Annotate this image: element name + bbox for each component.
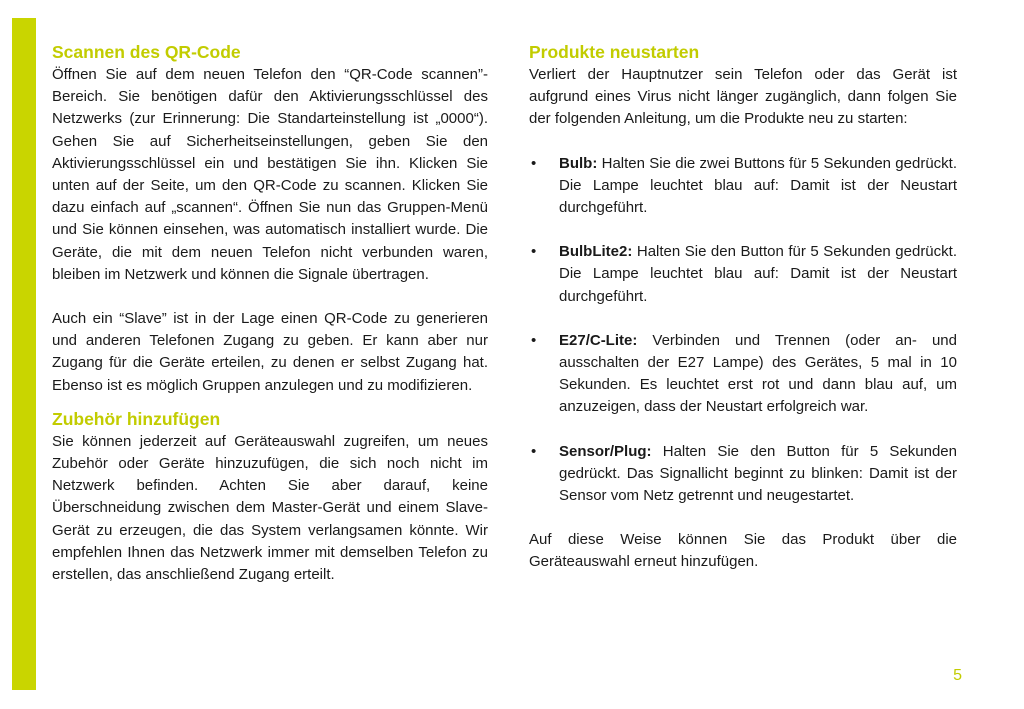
paragraph-scan-qr-2: Auch ein “Slave” ist in der Lage einen QR-Code zu generieren und anderen Telefonen Zugang zu geben. Er kann aber nur Zugang für die Geräte erteilen, zu denen er selbst Zugang hat. Ebenso ist es möglich Gruppen anzulegen und zu modifizieren. [52, 310, 488, 394]
list-item [529, 330, 957, 419]
accent-bar [12, 18, 36, 690]
list-item-text: Halten Sie den Button für 5 Sekunden gedrückt. Das Signallicht beginnt zu blinken: Damit ist der Sensor vom Netz getrennt und neugestartet. [559, 442, 957, 505]
list-item [529, 153, 957, 220]
paragraph-restart-intro: Verliert der Hauptnutzer sein Telefon oder das Gerät ist aufgrund eines Virus nicht länger zugänglich, dann folgen Sie der folgenden Anleitung, um die Produkte neu zu starten: [529, 66, 957, 128]
heading-restart-products: Produkte neustarten [529, 42, 700, 62]
heading-add-accessory: Zubehör hinzufügen [52, 408, 221, 429]
list-item-term: Bulb: [559, 154, 598, 172]
paragraph-add-accessory: Sie können jederzeit auf Geräteauswahl zugreifen, um neues Zubehör oder Geräte hinzuzufügen, die sich noch nicht im Netzwerk befinden. Achten Sie aber darauf, keine Überschneidung zwischen dem Master-Gerät und einem Slave-Gerät zu erzeugen, die das System verlangsamen könnte. Wir empfehlen Ihnen das Netzwerk immer mit demselben Telefon zu erstellen, das anschließend Zugang erteilt. [52, 432, 488, 584]
list-item-term: E27/C-Lite: [559, 331, 638, 349]
bullet-icon: • [531, 154, 537, 172]
list-item-text: Halten Sie die zwei Buttons für 5 Sekunden gedrückt. Die Lampe leuchtet blau auf: Damit ist der Neustart durchgeführt. [559, 154, 957, 217]
bullet-icon: • [531, 442, 537, 460]
list-item [529, 241, 957, 308]
list-item-term: BulbLite2: [559, 243, 633, 261]
list-item-text: Halten Sie den Button für 5 Sekunden gedrückt. Die Lampe leuchtet blau auf: Damit ist der Neustart durchgeführt. [559, 243, 957, 305]
bullet-icon: • [531, 243, 537, 261]
bullet-icon: • [531, 331, 537, 349]
list-item-text: Verbinden und Trennen (oder an- und ausschalten der E27 Lampe) des Gerätes, 5 mal in 10 Sekunden. Es leuchtet erst rot und dann blau auf, um anzuzeigen, dass der Neustart erfolgreich war. [559, 331, 957, 416]
restart-list [529, 153, 957, 508]
left-column [52, 40, 488, 586]
list-item [529, 441, 957, 508]
paragraph-restart-outro: Auf diese Weise können Sie das Produkt über die Geräteauswahl erneut hinzufügen. [529, 531, 957, 571]
page-number: 5 [953, 667, 962, 684]
right-column [529, 40, 957, 574]
heading-scan-qr: Scannen des QR-Code [52, 42, 241, 62]
paragraph-scan-qr-1: Öffnen Sie auf dem neuen Telefon den “QR-Code scannen”-Bereich. Sie benötigen dafür den Aktivierungsschlüssel des Netzwerks (zur Erinnerung: Die Standarteinstellung ist „0000“). Gehen Sie auf Sicherheitseinstellungen, geben Sie den Aktivierungsschlüssel ein und bestätigen Sie ihn. Klicken Sie unten auf der Seite, um den QR-Code zu scannen. Klicken Sie dazu einfach auf „scannen“. Öffnen Sie nun das Gruppen-Menü und Sie können einsehen, was automatisch installiert wurde. Die Geräte, die mit dem neuen Telefon nicht verbunden waren, bleiben im Netzwerk und können die Signale übertragen. [52, 66, 488, 283]
list-item-term: Sensor/Plug: [559, 442, 652, 460]
